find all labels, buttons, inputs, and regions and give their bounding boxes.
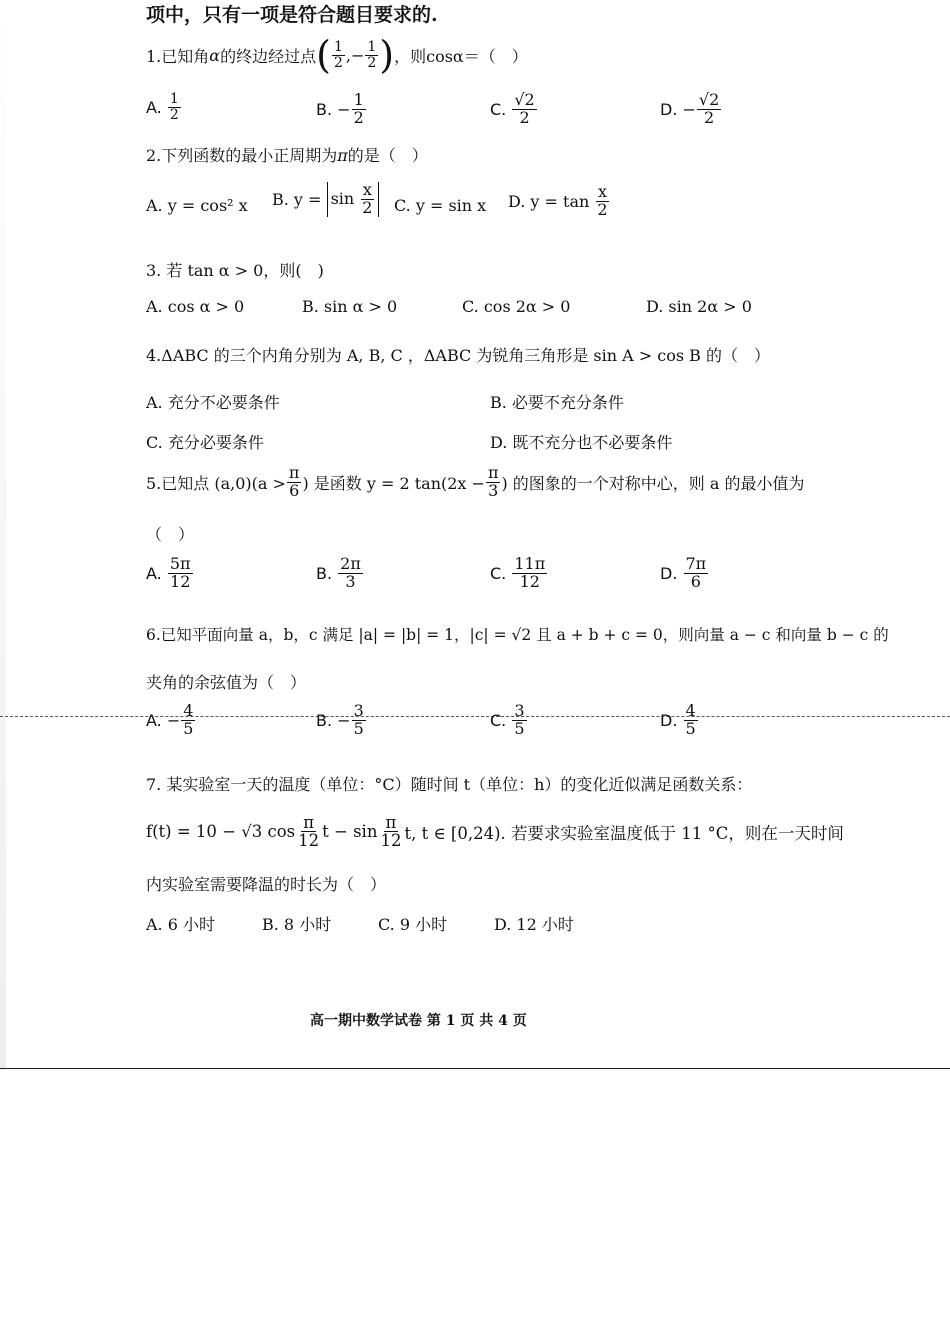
question-3-stem: 3. 若 tan α > 0，则( )	[146, 261, 324, 280]
q3-option-b[interactable]: B. sin α > 0	[302, 297, 398, 316]
q3-option-a[interactable]: A. cos α > 0	[146, 297, 245, 316]
q3-option-c[interactable]: C. cos 2α > 0	[462, 297, 571, 316]
q2-option-d[interactable]: D. y = tan $\frac{x}{2}$	[508, 182, 608, 219]
q1-option-b[interactable]: B. − $\frac{1}{2}$	[316, 90, 364, 127]
page-footer: 高一期中数学试卷 第 1 页 共 4 页	[310, 1013, 527, 1029]
q4-option-b[interactable]: B. 必要不充分条件	[490, 393, 624, 412]
section-header: 项中，只有一项是符合题目要求的.	[146, 4, 438, 26]
q2-option-c[interactable]: C. y = sin x	[394, 196, 487, 215]
q5-option-d[interactable]: D. $\frac{7\pi}{6}$	[660, 554, 707, 591]
question-7-stem: 7. 某实验室一天的温度（单位：°C）随时间 t（单位：h）的变化近似满足函数关系：	[146, 775, 753, 794]
q4-option-d[interactable]: D. 既不充分也不必要条件	[490, 433, 673, 452]
q6-option-b[interactable]: B. − $\frac{3}{5}$	[316, 701, 364, 738]
question-6-stem-cont: 夹角的余弦值为（ ）	[146, 673, 307, 692]
q1-option-c[interactable]: C. $\frac{√2}{2}$	[490, 90, 535, 127]
question-5-answer-paren: （ ）	[146, 525, 195, 544]
question-7-stem-cont: 内实验室需要降温的时长为（ ）	[146, 875, 387, 894]
q5-option-b[interactable]: B. $\frac{2\pi}{3}$	[316, 554, 361, 591]
q4-option-a[interactable]: A. 充分不必要条件	[146, 393, 280, 412]
page-bottom-line	[0, 1068, 950, 1069]
q4-option-c[interactable]: C. 充分必要条件	[146, 433, 264, 452]
scan-edge	[0, 0, 6, 1070]
q3-option-d[interactable]: D. sin 2α > 0	[646, 297, 752, 316]
q2-option-a[interactable]: A. y = cos² x	[146, 196, 248, 215]
q5-option-c[interactable]: C. $\frac{11\pi}{12}$	[490, 554, 546, 591]
q7-option-d[interactable]: D. 12 小时	[494, 915, 574, 934]
question-4-stem: 4.ΔABC 的三个内角分别为 A, B, C ，ΔABC 为锐角三角形是 sin A > cos B 的（ ）	[146, 346, 770, 365]
fold-line	[0, 716, 950, 717]
q7-option-b[interactable]: B. 8 小时	[262, 915, 332, 934]
q6-option-a[interactable]: A. − $\frac{4}{5}$	[146, 701, 194, 738]
question-1-stem: 1.已知角 α 的终边经过点 ( $\frac{1}{2}$ ,− $\frac{1}{2}$ ) ，则 cosα＝（ ）	[146, 33, 528, 77]
question-7-formula: f(t) = 10 − √3 cos $\frac{\pi}{12}$ t − sin $\frac{\pi}{12}$ t, t ∈ [0,24). 若要求实验室温度低于 11 °C，则在一天时间	[146, 813, 844, 851]
q1-option-a[interactable]: A. $\frac{1}{2}$	[146, 91, 179, 123]
question-6-stem: 6.已知平面向量 a，b，c 满足 |a| = |b| = 1，|c| = √2 且 a + b + c = 0，则向量 a − c 和向量 b − c 的	[146, 626, 889, 644]
q7-option-a[interactable]: A. 6 小时	[146, 915, 215, 934]
q2-option-b[interactable]: B. y = sin $\frac{x}{2}$	[272, 182, 379, 217]
question-2-stem: 2.下列函数的最小正周期为π的是（ ）	[146, 146, 428, 165]
q6-option-d[interactable]: D. $\frac{4}{5}$	[660, 701, 696, 738]
q1-option-d[interactable]: D. − $\frac{√2}{2}$	[660, 90, 720, 127]
question-5-stem: 5.已知点 (a,0)(a > $\frac{\pi}{6}$ ) 是函数 y = 2 tan(2x − $\frac{\pi}{3}$ ) 的图象的一个对称中心，则 a 的最小值为	[146, 463, 805, 500]
q5-option-a[interactable]: A. $\frac{5\pi}{12}$	[146, 554, 191, 591]
q7-option-c[interactable]: C. 9 小时	[378, 915, 448, 934]
q6-option-c[interactable]: C. $\frac{3}{5}$	[490, 701, 525, 738]
